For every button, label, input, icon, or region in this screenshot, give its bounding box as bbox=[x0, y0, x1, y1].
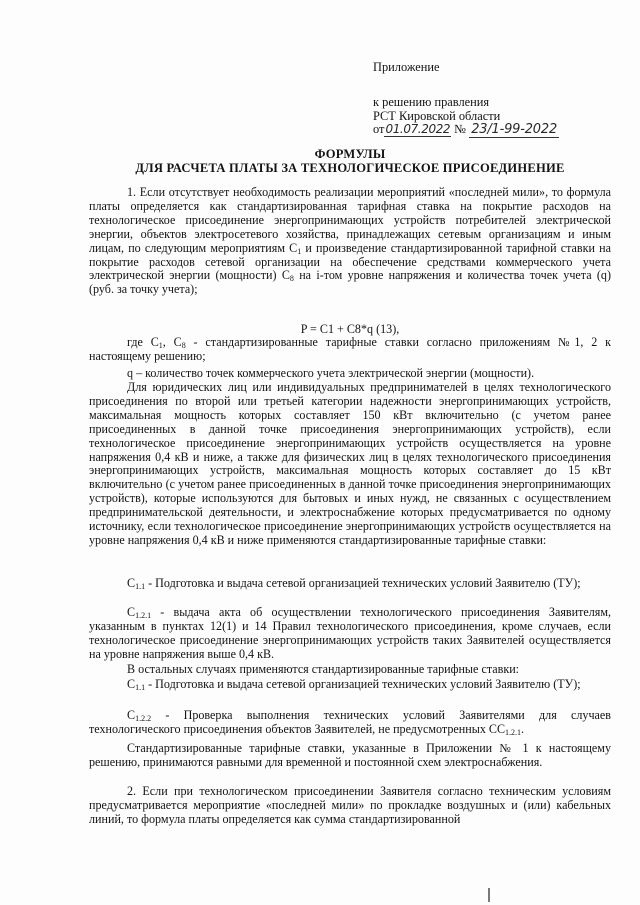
where-text-b: , C bbox=[162, 335, 182, 349]
subscript: 1.2.1 bbox=[135, 611, 152, 620]
paragraph-legal-entities: Для юридических лиц или индивидуальных предпринимателей в целях технологического присоединения по второй или третьей категории надежности энергопринимающих устройств, максимальная мощность которых составляет 150 кВт включительно (с учетом ранее присоединенных в данной точке присоединения энергопринимающих устройств), если технологическое присоединение энергопринимающих устройств осуществляется на уровне напряжения 0,4 кВ и ниже, а также для физических лиц в целях технологического присоединения энергопринимающих устройств, максимальная мощность которых составляет до 15 кВт включительно (с учетом ранее присоединенных в данной точке присоединения энергопринимающих устройств), которые используются для бытовых и иных нужд, не связанных с осуществлением предпринимательской деятельности, и электроснабжение которых предусматривается по одному источнику, если технологическое присоединение энергопринимающих устройств осуществляется на уровне напряжения 0,4 кВ и ниже применяются стандартизированные тарифные ставки: bbox=[89, 380, 611, 547]
paragraph-1 bbox=[89, 186, 611, 297]
rate-c-1-1-text: - Подготовка и выдача сетевой организацией технических условий Заявителю (ТУ); bbox=[145, 576, 581, 590]
title-formulas: ФОРМУЛЫ bbox=[314, 147, 386, 161]
rate-c-1-2-1 bbox=[89, 606, 611, 662]
other-cases: В остальных случаях применяются стандартизированные тарифные ставки: bbox=[127, 662, 520, 676]
standardized-rates-note: Стандартизированные тарифные ставки, указанные в Приложении № 1 к настоящему решению, принимаются равными для временной и постоянной схем электроснабжения. bbox=[89, 741, 611, 769]
rate-letter: C bbox=[127, 677, 136, 691]
handwritten-number: 23/1-99-2022 bbox=[471, 122, 558, 137]
date-prefix: от bbox=[373, 122, 385, 136]
where-text-c: - стандартизированные тарифные ставки согласно приложениям №1, 2 к настоящему решению; bbox=[89, 335, 611, 363]
paragraph-1-text-a: 1. Если отсутствует необходимость реализации мероприятий «последней мили», то формула платы определяется как стандартизированная тарифная ставка на покрытие расходов на технологическое присоединение энергопринимающих устройств потребителей электрической энергии, объектов электросетевого хозяйства, принадлежащих сетевым организациям и иным лицам, по следующим мероприятиям C bbox=[89, 185, 611, 255]
handwritten-date: 01.07.2022 bbox=[385, 122, 451, 136]
rate-c-1-2-1-text: - выдача акта об осуществлении технологического присоединения Заявителям, указанным в пунктах 12(1) и 14 Правил технологического присоединения, кроме случаев, если технологическое присоединение энергопринимающих устройств таких Заявителей осуществляется на уровне напряжения выше 0,4 кВ. bbox=[89, 605, 611, 661]
subscript: 1.1 bbox=[135, 683, 146, 692]
number-sign: № bbox=[454, 122, 467, 136]
rate-letter: C bbox=[127, 605, 136, 619]
rate-letter: C bbox=[127, 576, 136, 590]
subscript: 8 bbox=[289, 274, 294, 284]
paragraph-1-text-c: на i-том уровне напряжения и количества точек учета (q) (руб. за точку учета); bbox=[89, 268, 611, 297]
decision-line-1: к решению правления bbox=[373, 95, 490, 109]
paragraph-1-text-b: и произведение стандартизированной тарифной ставки на покрытие расходов сетевой организации на обеспечение средствами коммерческого учета электрической энергии (мощности) C bbox=[89, 240, 611, 283]
subscript: 1 bbox=[158, 341, 163, 350]
formula-13: P = C1 + C8*q (13), bbox=[300, 322, 400, 336]
appendix-label: Приложение bbox=[373, 60, 440, 74]
subscript: 1 bbox=[297, 246, 302, 256]
rate-c-1-2-2 bbox=[89, 709, 611, 737]
period: . bbox=[521, 721, 525, 736]
decision-line-2: РСТ Кировской области bbox=[373, 109, 501, 123]
subscript: 1.1 bbox=[135, 582, 146, 591]
where-definition bbox=[89, 336, 611, 364]
rate-c-1-1-second bbox=[89, 678, 611, 692]
rate-c-1-2-2-text: - Проверка выполнения технических условий Заявителями для случаев технологического присоединения объектов Заявителей, не предусмотренных C bbox=[89, 708, 611, 736]
rate-c-1-1 bbox=[89, 577, 611, 591]
scan-artifact bbox=[488, 888, 490, 902]
where-text-a: где C bbox=[127, 335, 159, 349]
rate-c-1-1-second-text: - Подготовка и выдача сетевой организацией технических условий Заявителю (ТУ); bbox=[145, 677, 581, 691]
subscript: 1.2.2 bbox=[135, 714, 152, 723]
paragraph-2: 2. Если при технологическом присоединении Заявителя согласно техническим условиям предусматривается мероприятие «последней мили» по прокладке воздушных и (или) кабельных линий, то формула платы определяется как сумма стандартизированной bbox=[89, 784, 611, 826]
rate-letter: C bbox=[496, 721, 506, 736]
subscript: 1.2.1 bbox=[505, 727, 522, 737]
q-definition: q – количество точек коммерческого учета электрической энергии (мощности). bbox=[127, 366, 535, 380]
rate-letter: C bbox=[127, 708, 136, 722]
subscript: 8 bbox=[181, 341, 186, 350]
title-subtitle: ДЛЯ РАСЧЕТА ПЛАТЫ ЗА ТЕХНОЛОГИЧЕСКОЕ ПРИСОЕДИНЕНИЕ bbox=[135, 161, 565, 175]
decision-date-line bbox=[373, 122, 559, 138]
